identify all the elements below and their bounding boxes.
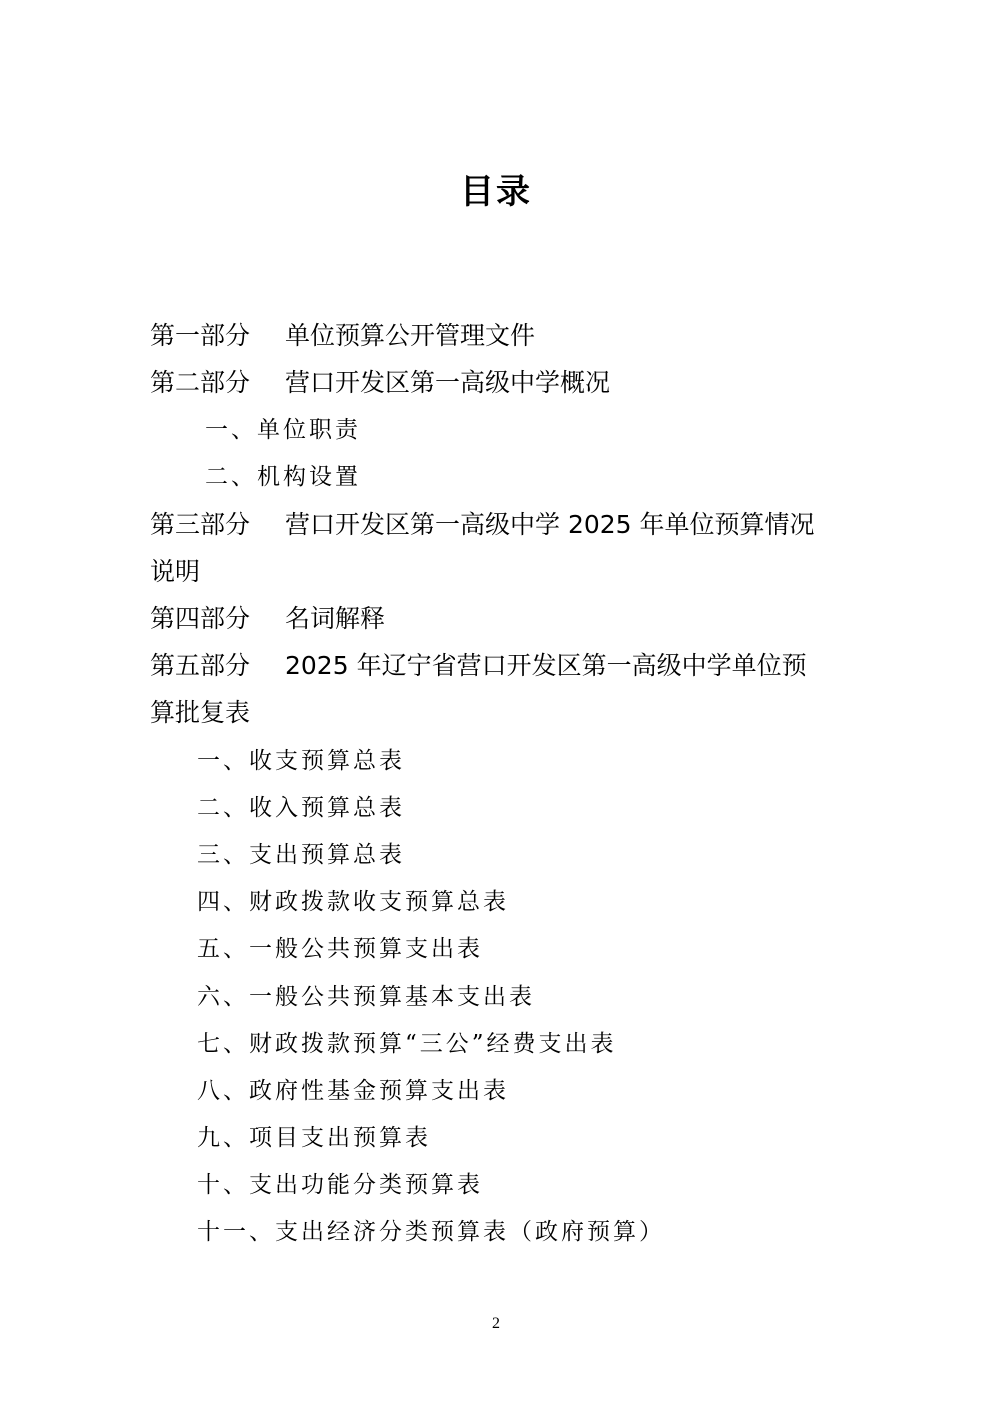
toc-item-table-4[interactable]: 四、财政拨款收支预算总表 xyxy=(197,889,509,915)
toc-item-table-6[interactable]: 六、一般公共预算基本支出表 xyxy=(197,984,535,1010)
page-number: 2 xyxy=(492,1315,500,1332)
toc-part-2[interactable] xyxy=(150,366,610,400)
toc-part-4[interactable] xyxy=(150,602,385,636)
toc-item-table-1[interactable]: 一、收支预算总表 xyxy=(197,748,405,774)
toc-item-org-setup[interactable]: 二、机构设置 xyxy=(205,464,361,490)
toc-part-label: 第五部分 xyxy=(150,651,251,680)
toc-part-text: 营口开发区第一高级中学 2025 年单位预算情况 xyxy=(285,510,815,539)
toc-item-table-11[interactable]: 十一、支出经济分类预算表（政府预算） xyxy=(197,1219,665,1245)
toc-part-text: 2025 年辽宁省营口开发区第一高级中学单位预 xyxy=(285,651,807,680)
toc-part-text: 名词解释 xyxy=(285,604,386,633)
toc-part-3-continuation[interactable]: 说明 xyxy=(150,557,201,586)
toc-part-text: 单位预算公开管理文件 xyxy=(285,321,536,350)
toc-item-table-5[interactable]: 五、一般公共预算支出表 xyxy=(197,936,483,962)
toc-item-table-3[interactable]: 三、支出预算总表 xyxy=(197,842,405,868)
page-title: 目录 xyxy=(460,172,532,212)
toc-part-3[interactable] xyxy=(150,508,815,542)
toc-item-unit-duties[interactable]: 一、单位职责 xyxy=(205,417,361,443)
toc-item-table-10[interactable]: 十、支出功能分类预算表 xyxy=(197,1172,483,1198)
toc-part-text: 营口开发区第一高级中学概况 xyxy=(285,368,611,397)
toc-part-label: 第三部分 xyxy=(150,510,251,539)
toc-part-1[interactable] xyxy=(150,319,535,353)
toc-part-label: 第一部分 xyxy=(150,321,251,350)
toc-item-table-7[interactable]: 七、财政拨款预算“三公”经费支出表 xyxy=(197,1031,617,1057)
toc-item-table-8[interactable]: 八、政府性基金预算支出表 xyxy=(197,1078,509,1104)
toc-part-5[interactable] xyxy=(150,649,807,683)
toc-part-5-continuation[interactable]: 算批复表 xyxy=(150,698,251,727)
toc-part-label: 第四部分 xyxy=(150,604,251,633)
toc-part-label: 第二部分 xyxy=(150,368,251,397)
toc-item-table-2[interactable]: 二、收入预算总表 xyxy=(197,795,405,821)
toc-item-table-9[interactable]: 九、项目支出预算表 xyxy=(197,1125,431,1151)
